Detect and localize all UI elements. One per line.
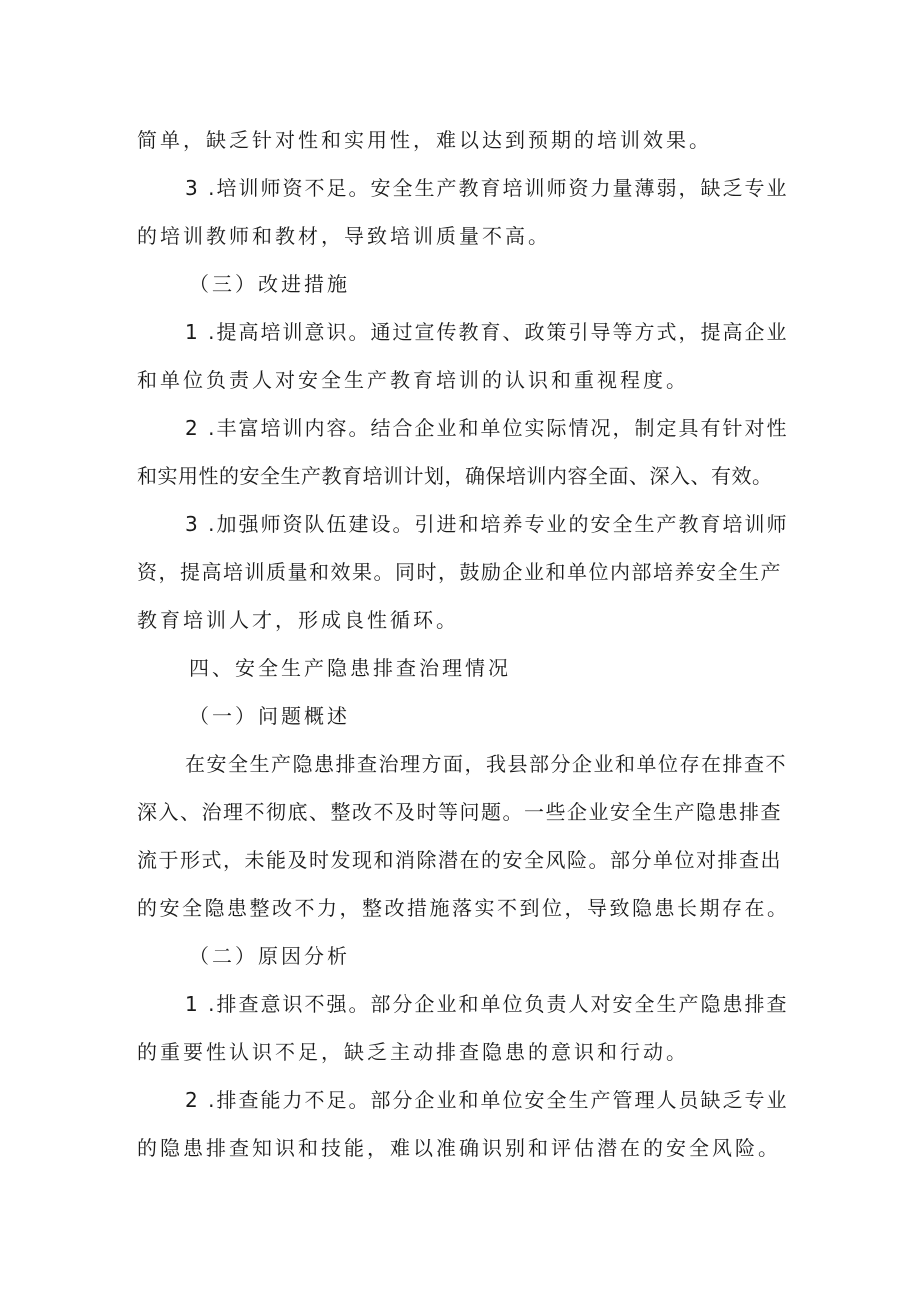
list-item-heading-line: 1 .排查意识不强。部分企业和单位负责人对安全生产隐患排查 (185, 992, 789, 1016)
list-item-heading-line: 3 .加强师资队伍建设。引进和培养专业的安全生产教育培训师 (185, 512, 789, 536)
list-item-heading-line: 1 .提高培训意识。通过宣传教育、政策引导等方式，提高企业 (185, 320, 789, 344)
paragraph-line: 深入、治理不彻底、整改不及时等问题。一些企业安全生产隐患排查 (137, 800, 782, 824)
list-item-heading-line: 2 .排查能力不足。部分企业和单位安全生产管理人员缺乏专业 (185, 1088, 789, 1112)
paragraph-line: 的重要性认识不足，缺乏主动排查隐患的意识和行动。 (137, 1040, 689, 1064)
paragraph-line: 和实用性的安全生产教育培训计划，确保培训内容全面、深入、有效。 (137, 464, 773, 488)
subsection-heading: （二）原因分析 (189, 944, 350, 968)
list-item-heading-line: 2 .丰富培训内容。结合企业和单位实际情况，制定具有针对性 (185, 416, 789, 440)
paragraph-line: 的安全隐患整改不力，整改措施落实不到位，导致隐患长期存在。 (137, 896, 790, 920)
paragraph-line: 教育培训人才，形成良性循环。 (137, 608, 459, 632)
section-heading: 四、安全生产隐患排查治理情况 (189, 656, 511, 680)
paragraph-line: 资，提高培训质量和效果。同时，鼓励企业和单位内部培养安全生产 (137, 560, 782, 584)
subsection-heading: （三）改进措施 (189, 272, 350, 296)
paragraph-line: 流于形式，未能及时发现和消除潜在的安全风险。部分单位对排查出 (137, 848, 782, 872)
list-item-heading-line: 3 .培训师资不足。安全生产教育培训师资力量薄弱，缺乏专业 (185, 176, 789, 200)
paragraph-line: 简单，缺乏针对性和实用性，难以达到预期的培训效果。 (137, 128, 712, 152)
paragraph-line: 的培训教师和教材，导致培训质量不高。 (137, 224, 551, 248)
paragraph-line: 的隐患排查知识和技能，难以准确识别和评估潜在的安全风险。 (137, 1136, 781, 1160)
paragraph-line: 和单位负责人对安全生产教育培训的认识和重视程度。 (137, 368, 689, 392)
subsection-heading: （一）问题概述 (189, 704, 350, 728)
paragraph-line: 在安全生产隐患排查治理方面，我县部分企业和单位存在排查不 (185, 752, 787, 776)
